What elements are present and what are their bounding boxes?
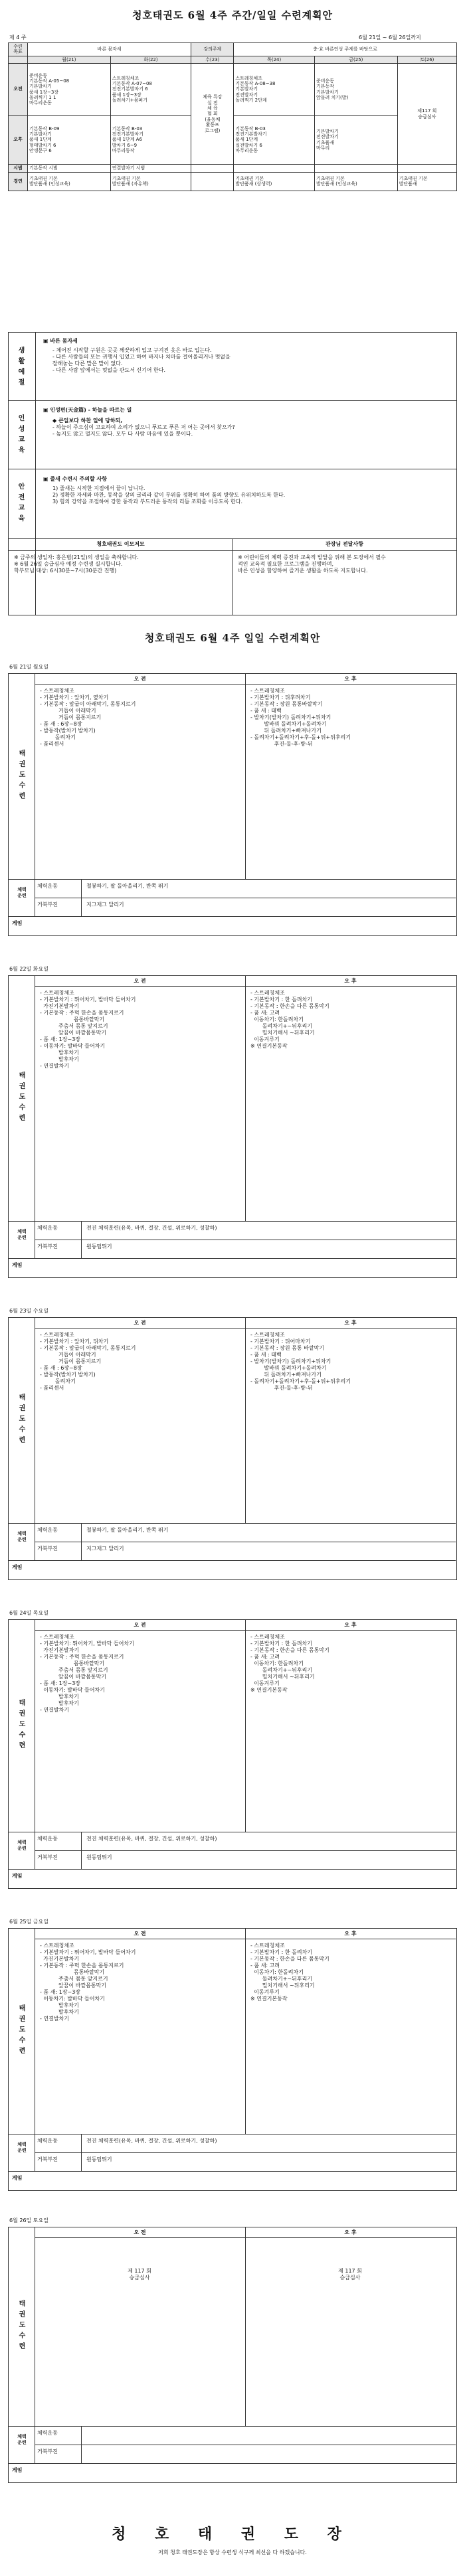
gym-label: 체력운동 <box>37 2138 58 2144</box>
plan-cell <box>397 165 456 172</box>
section-label: 인성교육 <box>17 414 24 457</box>
fitness-label: 체력 운련 <box>17 1531 27 1542</box>
gym-content: 철봉하기, 팔 돌아올리기, 반쪽 뛰기 <box>86 1527 169 1533</box>
plan-cell: 스트레칭체조 기본동작 A-08~38 기본발차기 전진발차기 돌려찍기 2단계 <box>234 64 315 116</box>
daily-side-label: 태권도수련 <box>17 750 25 803</box>
daily-date: 6월 23일 수요일 <box>9 1308 48 1314</box>
moral-content: 원동팀뛰기 <box>86 2156 112 2162</box>
pm-header: 오 후 <box>344 978 357 984</box>
daily-plan-block <box>8 2217 457 2483</box>
daily-side-label: 태권도수련 <box>17 2300 25 2353</box>
daily-side-label: 태권도수련 <box>17 1394 25 1447</box>
moral-content: 지그재그 달리기 <box>86 1546 124 1552</box>
moral-content: 지그재그 달리기 <box>86 902 124 908</box>
plan-cell: 기초태권 기본 발단품새 (인성교육) <box>314 172 397 191</box>
game-label: 게임 <box>12 1262 23 1268</box>
weekly-topic: 충·효 바른인성 주제를 바탕으로 <box>234 43 457 56</box>
am-header: 오 전 <box>134 2229 146 2235</box>
am-plan: - 스트레칭체조 - 기본발차기 : 뛰어차기, 발바닥 들어차기 가진기본발차기 - 기본동작 : 주먹 한손을 몸통지르기 몸통바깥막기 주춤서 몸통 앞지르기 앞꿈이 바깥몸통막기 - 품 새: 1장~3장 이동차기: 발바닥 들어차기 발후차기 발후차기 - 연결발차기 <box>40 1943 136 2022</box>
plan-cell <box>314 165 397 172</box>
gym-label: 체력운동 <box>37 1527 58 1533</box>
plan-cell: 기초태권 기본 발단품새 (상생력) <box>234 172 315 191</box>
am-header: 오 전 <box>134 1622 146 1628</box>
daily-date: 6월 26일 토요일 <box>9 2217 48 2223</box>
section-text: - 체어진 시작할 구원은 곳곳 께끗하게 입고 구겨진 옷은 바로 입는다. - 다른 사람들의 또는 귀행서 입었고 하여 바지나 치마를 걸어올리거나 멋없을 잘해놓는 다른 말은 말이 없다. - 다른 사람 앞에서는 멋없을 관도서 신기어 한다. <box>52 347 231 373</box>
am-header: 오 전 <box>134 1320 146 1326</box>
plan-cell: 제117 회 승급심사 <box>397 64 456 165</box>
day-header: 금(25) <box>314 56 397 63</box>
plan-cell: 연결발차기 시범 <box>110 165 191 172</box>
game-label: 게임 <box>12 1564 23 1570</box>
weekly-plan-table <box>8 42 457 191</box>
section-bullet-icon: ▣ <box>43 476 50 482</box>
row-label: 오후 <box>9 116 28 165</box>
plan-cell: 체육 특강 실 전 체 육 협 회 (율동체 활동프 로그램) <box>191 64 234 165</box>
plan-cell: 준비운동 기본동작 기본발차기 앞돌려 치기(발) <box>314 64 397 116</box>
pm-plan: - 스트레칭체조 - 기본발차기 : 한 돌려차기 - 기본동작 : 한손을 다른 몸통막기 - 품 새: 고려 이동차기: 한돌려차기 돌려차기+~뒤후리기 밀치기해서 ~뒤후리기 이동겨루기 ※ 연결기본동작 <box>250 990 329 1049</box>
gym-content: 철봉하기, 팔 돌아올리기, 반쪽 뛰기 <box>86 883 169 889</box>
section-text: ◆ 큰일보다 하찬 일에 당하되, - 하늘이 주으심이 고요하여 소리가 없으니 푸르고 푸른 저 어는 곳에서 찾으가? - 높지도 않고 멀지도 않다. 모두 다 사람 마음에 있을 뿐이다. <box>52 418 235 437</box>
plan-cell: 기본동작 B-03 전진기본발차기 품새 1단계 실전발차기 6 마무리운동 <box>234 116 315 165</box>
day-header: 월(21) <box>28 56 111 63</box>
section-bullet-icon: ▣ <box>43 338 50 344</box>
am-header: 오 전 <box>134 978 146 984</box>
gym-label: 체력운동 <box>37 1225 58 1231</box>
goal-label: 수련 목표 <box>9 43 28 56</box>
parent-notice-text: ※ 어린이들의 체력 증진과 교육적 발달을 위해 본 도장에서 필수 적인 교육적 필요한 프로그램을 진행하며, 바른 인성을 함양하여 즐거운 생활을 하도록 지도합니다. <box>238 554 386 574</box>
am-plan: - 스트레칭체조 - 기본발차기 : 뛰어차기, 발바닥 들어차기 가진기본발차기 - 기본동작 : 주먹 한손을 몸통지르기 몸통바깥막기 주춤서 몸통 앞지르기 앞꿈이 바깥몸통막기 - 품 새: 1장~3장 - 이동차기: 발바닥 들어차기 발후차기 발후차기 - 연결발차기 <box>40 990 136 1069</box>
fitness-label: 체력 운련 <box>17 1840 27 1851</box>
am-plan: - 스트레칭체조 - 기본발차기: 뛰어차기, 발바닥 들어차기 가진기본발차기 - 기본동작 : 주먹 한손을 몸통지르기 몸통바깥막기 주춤서 몸통 앞지르기 앞꿈이 바깥몸통막기 - 품 새: 1장~3장 이동차기: 발바닥 들어차기 발후차기 발후차기 - 연결발차기 <box>40 1634 134 1713</box>
pm-plan: 제 117 회 승급심사 <box>338 2268 362 2281</box>
plan-cell: 기초태권 기본 발단품새 (인성교육) <box>28 172 111 191</box>
fitness-label: 체력 운련 <box>17 2142 27 2153</box>
fitness-label: 체력 운련 <box>17 887 27 898</box>
page-title: 청호태권도 6월 4주 주간/일일 수련계획안 <box>132 9 333 21</box>
daily-plan-title: 청호태권도 6월 4주 일일 수련계획안 <box>144 632 321 644</box>
dojang-name: 청 호 태 권 도 장 <box>112 2526 353 2543</box>
dojang-news-text: ※ 금주의 생일자: 홍은범(21일)의 생일을 축하합니다. ※ 6월 26일 승급심사 예정 수련생 실시합니다. 학부모님 대상: 6시30분~7시(30분간 진행) <box>14 554 139 574</box>
period-label: 6월 21일 ~ 6월 26일까지 <box>359 35 421 40</box>
daily-side-label: 태권도수련 <box>17 2004 25 2057</box>
section-head: ▣ 줄새 수련시 주의할 사항 <box>43 476 107 482</box>
section-text: 1) 줄새는 시작한 지점에서 끝이 납니다. 2) 정확한 자세와 마찬, 동작을 상의 굴리라 같이 무위를 정확히 하여 품의 방향도 유위치하도록 한다. 3) 힘의 강약을 조절하여 강한 동작과 부드러운 동작의 리듬 조화를 이루도록 한다. <box>52 485 286 505</box>
pm-plan: - 스트레칭체조 - 기본발차기 : 뒤후려차기 - 기본동작 : 장원 몸통바깥막기 - 품 새 : 태백 - 발차기(발차기) 돌려차기+뒤차기 발바꿔 돌려차기+돌려차기 뒤 돌려차기+빠져나가기 - 돌려차기+돌려차기+후-돌+뒤+뒤후리기 후진-돌-후-방-뒤 <box>250 688 351 747</box>
section-head: ▣ 바른 몸자세 <box>43 338 78 344</box>
fitness-label: 체력 운련 <box>17 1229 27 1240</box>
topic-label: 강의주제 <box>191 43 234 56</box>
am-header: 오 전 <box>134 1931 146 1937</box>
section-label: 생활예절 <box>17 347 24 389</box>
day-header: 토(26) <box>397 56 456 63</box>
pm-plan: - 스트레칭체조 - 기본발차기 : 한 돌려차기 - 기본동작 : 한손을 다른 몸통막기 - 품 새: 고려 이동차기: 한돌려차기 돌려차기+~뒤후리기 밀치기해서 ~뒤후리기 이동겨루기 ※ 연결기본동작 <box>250 1943 329 2002</box>
am-header: 오 전 <box>134 676 146 682</box>
plan-cell <box>191 165 234 172</box>
gym-label: 체력운동 <box>37 1836 58 1842</box>
section-head: ▣ 인성편(天金篇) - 하늘을 따르는 일 <box>43 407 132 413</box>
daily-date: 6월 21일 월요일 <box>9 664 48 670</box>
daily-plan-block <box>8 1308 457 1580</box>
gym-content: 전진 체력훈련(유목, 바퀴, 걸장, 건설, 위로하기, 성찰하) <box>86 1836 217 1842</box>
gym-label: 체력운동 <box>37 883 58 889</box>
pm-header: 오 후 <box>344 676 357 682</box>
plan-cell: 기본발차기 전진발차기 기초품새 마무리 <box>314 116 397 165</box>
daily-side-label: 태권도수련 <box>17 1072 25 1125</box>
plan-cell: 기초태권 기본 발단품새 <box>397 172 456 191</box>
game-label: 게임 <box>12 920 23 926</box>
daily-plan-block <box>8 1919 457 2191</box>
section-bullet-icon: ▣ <box>43 407 50 413</box>
row-label: 시범 <box>9 165 28 172</box>
day-header-blank <box>9 56 28 63</box>
plan-cell: 준비운동 기본동작 A-05~08 기본발차기 품새 1장~3장 돌려찍기 1 1 마무리운동 <box>28 64 111 116</box>
fitness-label: 체력 운련 <box>17 2434 27 2445</box>
gym-label: 체력운동 <box>37 2430 58 2436</box>
pm-plan: - 스트레칭체조 - 기본발차기 : 뒤어마차기 - 기본동작 : 장원 몸통 바깥막기 - 품 새 : 태백 - 발차기(발차기) 돌려차기+뒤차기 발바꿔 돌려차기+돌려차기 뒤 돌려차기+빠져나가기 - 돌려차기+돌려차기+후-돌+뒤+뒤후리기 후진-돌-후-방-뒤 <box>250 1332 351 1391</box>
plan-cell: 기본동작 B-09 기본발차기 품새 1단계 형태발차기 6 안생문구 6 <box>28 116 111 165</box>
row-label: 오전 <box>9 64 28 116</box>
daily-plan-block <box>8 1610 457 1889</box>
pm-plan: - 스트레칭체조 - 기본발차기 : 한 돌려차기 - 기본동작 : 한손을 다른 몸통막기 - 품 새: 고려 이동차기: 한돌려차기 돌려차기+~뒤후리기 밀치기해서 ~뒤후리기 이동겨루기 ※ 연결기본동작 <box>250 1634 329 1693</box>
pm-header: 오 후 <box>344 1320 357 1326</box>
gym-content: 전진 체력훈련(유목, 바퀴, 걸장, 건설, 위로하기, 성찰하) <box>86 1225 217 1231</box>
row-label: 경연 <box>9 172 28 191</box>
day-header: 수(23) <box>191 56 234 63</box>
plan-cell: 기초태권 기본 발단품새 (자유책) <box>110 172 191 191</box>
day-header: 목(24) <box>234 56 315 63</box>
weekly-goal: 바른 몸자세 <box>28 43 191 56</box>
week-label: 제 4 주 <box>9 35 27 40</box>
plan-cell <box>234 165 315 172</box>
plan-cell: 기본동작 B-03 전진기본발차기 품새 1단계 A6 발차기 6~9 마무리동작 <box>110 116 191 165</box>
am-plan: - 스트레칭체조 - 기본발차기 : 앞차기, 뒤차기 - 기본동작 : 앞굽이 아래막기, 몸통지르기 거듭이 아래막기 거듭이 몸통지르기 - 품 새 : 6장~8장 - 발동작(발차기 발차기) 돌려차기 - 품리센서 <box>40 1332 136 1391</box>
game-label: 게임 <box>12 2175 23 2181</box>
plan-cell: 스트레칭체조 기본동작 A-07~08 전진기본발차기 6 품새 1장~3장 돌려차기+몸펴기 <box>110 64 191 116</box>
gym-content: 전진 체력훈련(유목, 바퀴, 걸장, 건설, 위로하기, 성찰하) <box>86 2138 217 2144</box>
parent-notice-title: 관장님 전달사항 <box>326 541 363 547</box>
moral-label: 거북부진 <box>37 2449 58 2455</box>
moral-label: 거북부진 <box>37 2156 58 2162</box>
pm-header: 오 후 <box>344 1931 357 1937</box>
moral-label: 거북부진 <box>37 1854 58 1860</box>
plan-cell <box>191 172 234 191</box>
plan-cell: 기본동작 시범 <box>28 165 111 172</box>
am-plan: 제 117 회 승급심사 <box>128 2268 151 2281</box>
pm-header: 오 후 <box>344 1622 357 1628</box>
game-label: 게임 <box>12 1873 23 1879</box>
moral-label: 거북부진 <box>37 1546 58 1552</box>
dojang-news-title: 청호태권도 이모저모 <box>96 541 145 547</box>
moral-label: 거북부진 <box>37 1244 58 1249</box>
footer-slogan: 저희 청호 태권도장은 항상 수련생 식구께 최선을 다 하겠습니다. <box>158 2549 307 2555</box>
game-label: 게임 <box>12 2467 23 2473</box>
moral-content: 원동팀뛰기 <box>86 1854 112 1860</box>
daily-date: 6월 24일 목요일 <box>9 1610 48 1616</box>
section-label: 안전교육 <box>17 483 24 525</box>
daily-plan-block <box>8 966 457 1278</box>
daily-side-label: 태권도수련 <box>17 1699 25 1752</box>
moral-label: 거북부진 <box>37 902 58 908</box>
moral-content: 원동팀뛰기 <box>86 1244 112 1249</box>
am-plan: - 스트레칭체조 - 기본발차기 : 앞차기, 옆차기 - 기본동작 : 앞굽이 아래막기, 몸통지르기 거듭이 아래막기 거듭이 몸통지르기 - 품 새 : 6장~8장 - 발동작(발차기 발차기) 돌려차기 - 품리센서 <box>40 688 136 747</box>
daily-plan-block <box>8 664 457 936</box>
pm-header: 오 후 <box>344 2229 357 2235</box>
daily-date: 6월 25일 금요일 <box>9 1919 48 1925</box>
daily-date: 6월 22일 화요일 <box>9 966 48 972</box>
day-header: 화(22) <box>110 56 191 63</box>
guide-box <box>8 332 457 615</box>
